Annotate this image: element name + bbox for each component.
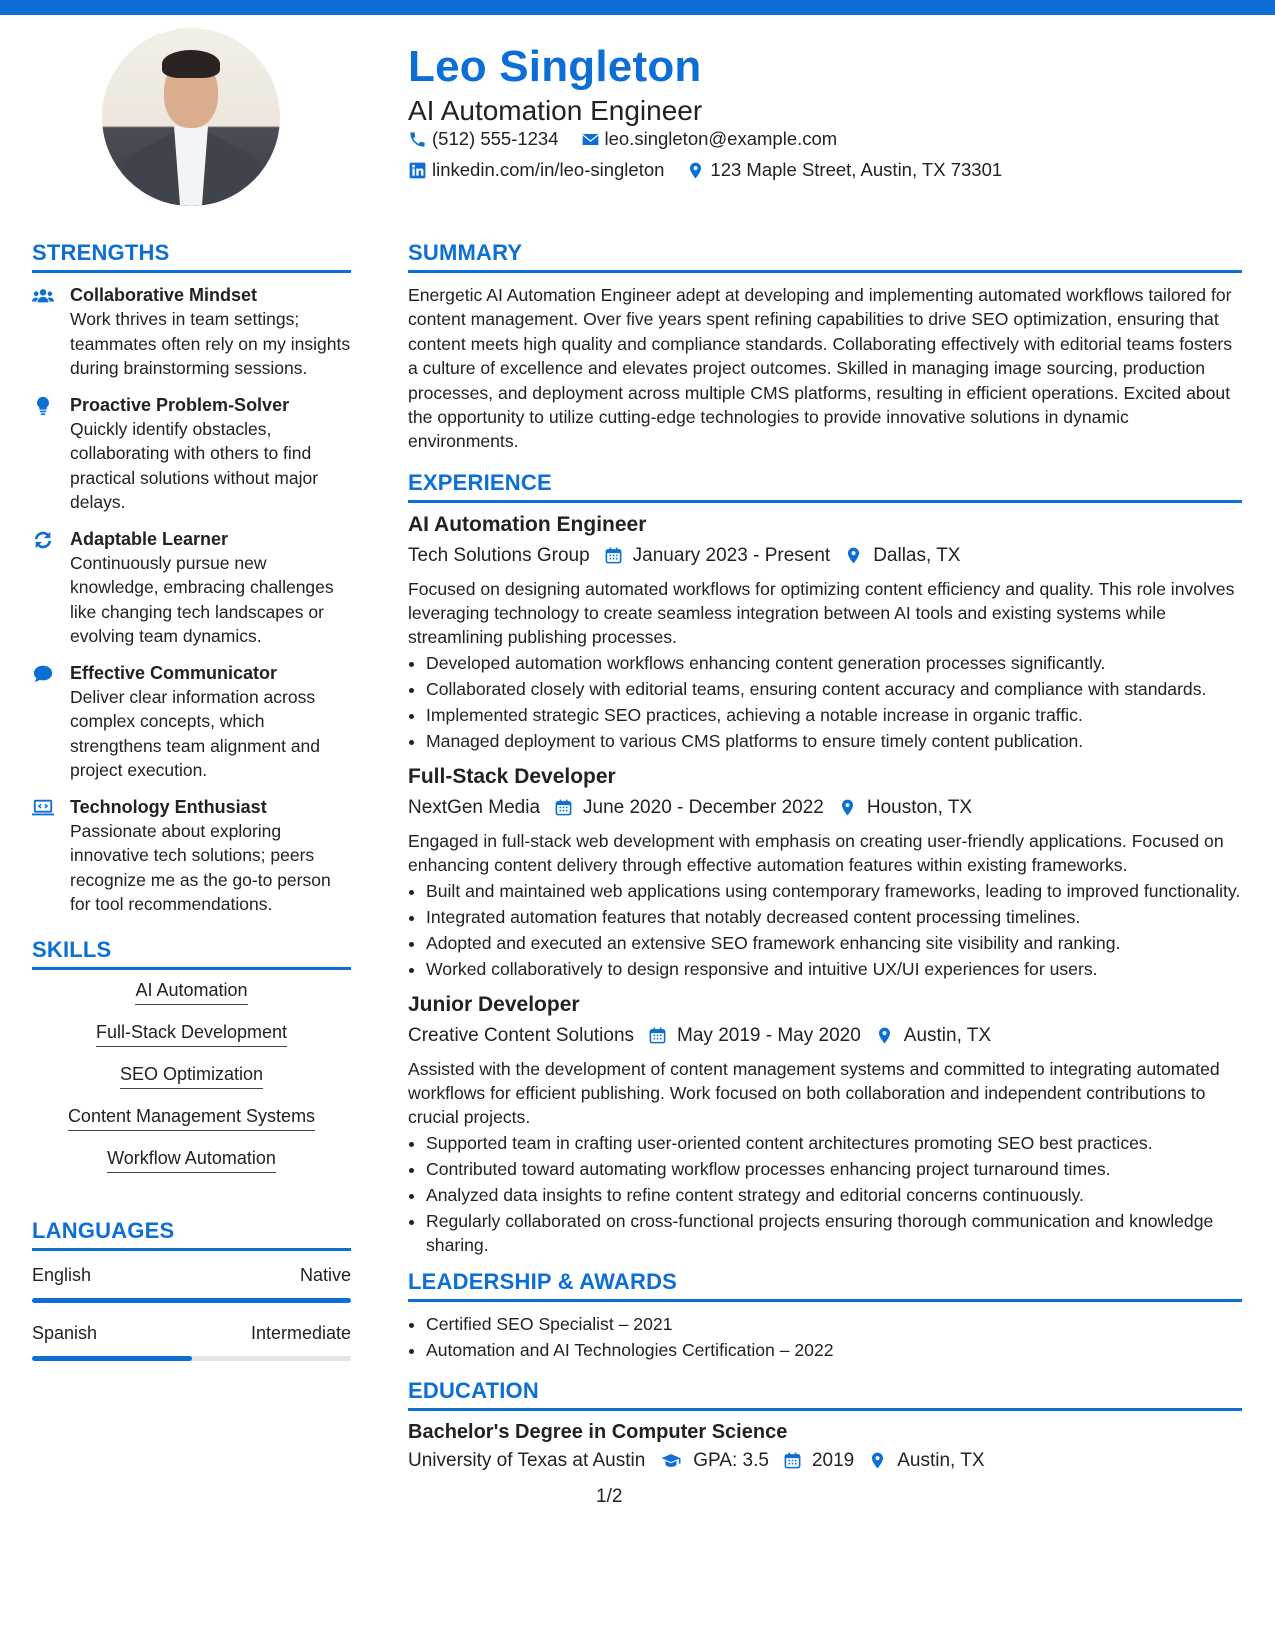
job-location: Austin, TX: [875, 1025, 991, 1047]
job-entry: [408, 993, 1242, 1257]
job-title: AI Automation Engineer: [408, 512, 647, 536]
job-meta: [408, 1025, 1242, 1047]
left-column: [32, 240, 351, 1361]
strength-item: [32, 393, 351, 515]
skills-heading: SKILLS: [32, 937, 351, 970]
phone-icon: [408, 130, 427, 149]
company-name: Creative Content Solutions: [408, 1024, 635, 1046]
candidate-name: Leo Singleton: [408, 42, 702, 91]
job-bullet: • Managed deployment to various CMS platforms to ensure timely content publication.: [426, 729, 1242, 753]
language-name: English: [32, 1264, 92, 1285]
job-bullet: • Built and maintained web applications using contemporary frameworks, leading to improved functionality.: [426, 879, 1242, 903]
skills-list: [32, 980, 351, 1190]
graduation-year: 2019: [783, 1450, 854, 1472]
job-entry: [408, 513, 1242, 753]
language-proficiency-fill: [32, 1356, 192, 1361]
job-description: Assisted with the development of content management systems and committed to integrating automated workflows for efficient publishing. Work focused on both collaboration and independent contributions to crucial projects.: [408, 1058, 1220, 1127]
job-bullet: • Developed automation workflows enhancing content generation processes significantly.: [426, 651, 1242, 675]
contact-row-2: [408, 159, 1024, 181]
education-heading: EDUCATION: [408, 1378, 1242, 1411]
strength-item: [32, 283, 351, 381]
language-level: Native: [299, 1264, 351, 1285]
strength-item: [32, 527, 351, 649]
language-level: Intermediate: [250, 1322, 351, 1343]
awards-heading: LEADERSHIP & AWARDS: [408, 1269, 1242, 1302]
calendar-icon: [604, 546, 623, 565]
job-title: Full-Stack Developer: [408, 764, 616, 788]
education-section: [408, 1378, 1242, 1472]
education-meta: [408, 1450, 1242, 1472]
job-bullets: [408, 651, 1242, 753]
language-name: Spanish: [32, 1322, 98, 1343]
awards-section: [408, 1269, 1242, 1362]
job-description: Focused on designing automated workflows for optimizing content efficiency and quality. This role involves leveraging technology to create seamless integration between AI tools and existing systems while streamlining publishing processes.: [408, 578, 1235, 647]
language-proficiency-bar: [32, 1298, 351, 1303]
job-bullet: • Contributed toward automating workflow processes enhancing project turnaround times.: [426, 1157, 1242, 1181]
strength-desc: Passionate about exploring innovative tech solutions; peers recognize me as the go-to person for tool recommendations.: [70, 820, 331, 914]
job-entry: [408, 765, 1242, 981]
skill-tag: SEO Optimization: [120, 1064, 263, 1089]
skill-tag: AI Automation: [135, 980, 247, 1005]
school-name: University of Texas at Austin: [408, 1449, 646, 1471]
email-text: leo.singleton@example.com: [604, 128, 838, 149]
summary-text: Energetic AI Automation Engineer adept at developing and implementing automated workflows tailored for content management. Over five years spent refining capabilities to drive SEO optimization, ensuring that content meets high quality and compliance standards. Collaborating effectively with editorial teams fosters a culture of excellence and elevates project outcomes. Skilled in managing image sourcing, production processes, and deployment across multiple CMS platforms, resulting in efficient operations. Excited about the opportunity to utilize cutting-edge technologies to provide innovative solutions in dynamic environments.: [408, 285, 1233, 452]
education-location: Austin, TX: [868, 1450, 984, 1472]
map-pin-icon: [844, 546, 863, 565]
job-bullet: • Worked collaboratively to design responsive and intuitive UX/UI experiences for users.: [426, 957, 1242, 981]
job-dates: January 2023 - Present: [604, 545, 831, 567]
address-contact: [686, 159, 1002, 181]
skill-tag: Content Management Systems: [68, 1106, 315, 1131]
summary-section: [408, 240, 1242, 454]
job-meta: [408, 545, 1242, 567]
phone-contact: [408, 128, 559, 150]
award-item: • Automation and AI Technologies Certification – 2022: [426, 1338, 1242, 1362]
job-meta: [408, 797, 1242, 819]
skill-tag: Workflow Automation: [107, 1148, 276, 1173]
calendar-icon: [783, 1451, 802, 1470]
strength-desc: Deliver clear information across complex concepts, which strengthens team alignment and project execution.: [70, 686, 321, 780]
skill-tag: Full-Stack Development: [96, 1022, 287, 1047]
languages-heading: LANGUAGES: [32, 1218, 351, 1251]
degree-title: Bachelor's Degree in Computer Science: [408, 1420, 788, 1443]
strength-desc: Quickly identify obstacles, collaborating with others to find practical solutions without major delays.: [70, 418, 319, 512]
envelope-icon: [581, 130, 600, 149]
languages-list: [32, 1265, 351, 1361]
calendar-icon: [554, 798, 573, 817]
strength-title: Collaborative Mindset: [70, 285, 258, 305]
candidate-title: AI Automation Engineer: [408, 95, 703, 126]
job-location: Houston, TX: [838, 797, 972, 819]
job-bullet: • Regularly collaborated on cross-functional projects ensuring thorough communication and knowledge sharing.: [426, 1209, 1242, 1257]
linkedin-contact[interactable]: [408, 159, 664, 181]
job-bullet: • Collaborated closely with editorial teams, ensuring content accuracy and compliance with standards.: [426, 677, 1242, 701]
job-title: Junior Developer: [408, 992, 580, 1016]
strengths-heading: STRENGTHS: [32, 240, 351, 273]
users-icon: [32, 286, 54, 306]
map-pin-icon: [868, 1451, 887, 1470]
job-location: Dallas, TX: [844, 545, 960, 567]
job-bullet: • Implemented strategic SEO practices, achieving a notable increase in organic traffic.: [426, 703, 1242, 727]
job-bullet: • Adopted and executed an extensive SEO framework enhancing site visibility and ranking.: [426, 931, 1242, 955]
graduation-cap-icon: [659, 1451, 683, 1470]
email-contact[interactable]: [581, 128, 838, 150]
job-dates: June 2020 - December 2022: [554, 797, 824, 819]
summary-heading: SUMMARY: [408, 240, 1242, 273]
language-proficiency-bar: [32, 1356, 351, 1361]
right-column: [408, 240, 1242, 1488]
job-bullets: [408, 1131, 1242, 1257]
map-pin-icon: [686, 161, 705, 180]
top-accent-bar: [0, 0, 1275, 15]
job-bullet: • Integrated automation features that notably decreased content processing timelines.: [426, 905, 1242, 929]
laptop-code-icon: [32, 798, 54, 818]
contact-row-1: [408, 128, 859, 150]
profile-photo: [102, 28, 280, 206]
company-name: Tech Solutions Group: [408, 544, 590, 566]
strength-title: Adaptable Learner: [70, 528, 229, 549]
calendar-icon: [648, 1026, 667, 1045]
job-description: Engaged in full-stack web development with emphasis on creating user-friendly applications. Focused on enhancing content delivery through effective automation features within existing frameworks.: [408, 830, 1224, 875]
refresh-icon: [32, 530, 54, 550]
gpa: GPA: 3.5: [659, 1450, 769, 1472]
strength-title: Effective Communicator: [70, 662, 278, 683]
strength-item: [32, 661, 351, 783]
strength-title: Proactive Problem-Solver: [70, 394, 290, 415]
map-pin-icon: [838, 798, 857, 817]
strength-desc: Work thrives in team settings; teammates often rely on my insights during brainstorming sessions.: [70, 309, 351, 378]
language-item: [32, 1323, 351, 1361]
language-proficiency-fill: [32, 1298, 351, 1303]
job-bullet: • Analyzed data insights to refine content strategy and editorial concerns continuously.: [426, 1183, 1242, 1207]
linkedin-text: linkedin.com/in/leo-singleton: [432, 159, 665, 180]
map-pin-icon: [875, 1026, 894, 1045]
job-dates: May 2019 - May 2020: [648, 1025, 861, 1047]
experience-heading: EXPERIENCE: [408, 470, 1242, 503]
strength-title: Technology Enthusiast: [70, 796, 267, 817]
company-name: NextGen Media: [408, 796, 541, 818]
chat-icon: [32, 664, 54, 684]
address-text: 123 Maple Street, Austin, TX 73301: [710, 159, 1003, 180]
strength-item: [32, 795, 351, 917]
strength-desc: Continuously pursue new knowledge, embracing challenges like changing tech landscapes or evolving team dynamics.: [70, 552, 334, 646]
experience-section: [408, 470, 1242, 1257]
award-item: • Certified SEO Specialist – 2021: [426, 1312, 1242, 1336]
page-indicator: 1/2: [596, 1486, 623, 1507]
phone-text: (512) 555-1234: [432, 128, 559, 149]
linkedin-icon: [408, 161, 427, 180]
language-item: [32, 1265, 351, 1303]
job-bullets: [408, 879, 1242, 981]
lightbulb-icon: [32, 396, 54, 416]
job-bullet: • Supported team in crafting user-oriented content architectures promoting SEO best practices.: [426, 1131, 1242, 1155]
